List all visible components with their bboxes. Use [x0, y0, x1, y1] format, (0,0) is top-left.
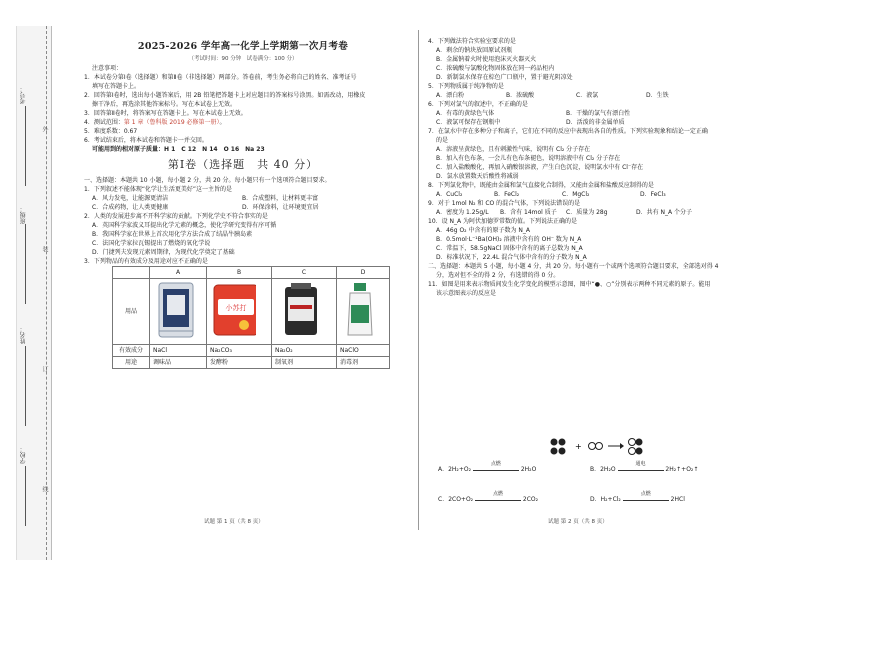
note-5: 5．难度系数：0.67	[84, 128, 138, 135]
q6-option-c[interactable]: C．液氯可保存在钢瓶中	[436, 119, 501, 126]
note-1a: 1．本试卷分第Ⅰ卷（选择题）和第Ⅱ卷（非选择题）两部分。答卷前，考生务必将自己的姓名、准考证号	[84, 74, 357, 81]
q6-option-b[interactable]: B．干燥的氯气有漂白性	[566, 110, 631, 117]
q11-stem-a: 11．如图是用来表示物质间发生化学变化的模型示意图，图中“●、○”分别表示两种不同元素的原子。能用	[428, 281, 711, 288]
note-3: 3．回答第Ⅱ卷时，将答案写在答题卡上。写在本试卷上无效。	[84, 110, 247, 117]
page-two-footer: 试题 第 2 页（共 8 页）	[548, 519, 608, 525]
q8-option-d[interactable]: D．FeCl₃	[640, 191, 666, 198]
q3-comp-b: Na₂CO₃	[207, 345, 272, 357]
q9-stem: 9．对于 1mol N₂ 和 CO 的混合气体，下列说法错误的是	[428, 200, 581, 207]
q3-col-d: D	[337, 267, 390, 279]
q4-option-c[interactable]: C．浓硫酸与氯酸化物固体放在同一药品柜内	[436, 65, 555, 72]
q6-option-d[interactable]: D．活泼的非金属单质	[566, 119, 625, 126]
class-field-label: 班级：	[20, 206, 27, 224]
q3-comp-a: NaCl	[150, 345, 207, 357]
q11-option-c[interactable]: C．2CO+O₂ 点燃 2CO₂	[438, 491, 539, 503]
q11-option-d[interactable]: D．H₂+Cl₂ 点燃 2HCl	[590, 491, 685, 503]
section-one-title: 第Ⅰ卷（选择题 共 40 分）	[167, 158, 319, 171]
exam-title: 2025-2026 学年高一化学上学期第一次月考卷	[137, 41, 349, 52]
q3-table	[112, 266, 390, 369]
q7-option-b[interactable]: B．加入有色布条，一会儿有色布条褪色，说明溶液中有 Cl₂ 分子存在	[436, 155, 621, 162]
atom-black	[559, 439, 566, 446]
q3-use-b: 发酵粉	[207, 357, 272, 369]
q2-option-d[interactable]: D．门捷列夫发现元素周期律，为现代化学奠定了基础	[92, 249, 235, 256]
note-2b: 擦干净后，再选涂其他答案标号。写在本试卷上无效。	[92, 101, 237, 108]
atom-black	[559, 448, 566, 455]
note-6: 6．考试结束后，将本试卷和答题卡一并交回。	[84, 137, 208, 144]
q6-stem: 6．下列对氯气的叙述中，不正确的是	[428, 101, 528, 108]
atom-white	[629, 448, 636, 455]
q4-option-b[interactable]: B．金属钠着火时使用泡沫灭火器灭火	[436, 56, 537, 63]
page-two	[428, 37, 758, 298]
q3-row-item-label: 用品	[113, 279, 150, 345]
notes-heading: 注意事项：	[92, 65, 123, 72]
q1-option-b[interactable]: B．合成塑料，让材料更丰富	[242, 195, 319, 202]
q3-col-c: C	[272, 267, 337, 279]
atom-black	[636, 448, 643, 455]
q9-options	[428, 208, 758, 217]
section-two-intro-b: 分，选对但不全的得 2 分，有选错的得 0 分。	[436, 272, 560, 279]
q3-comp-c: Na₂O₂	[272, 345, 337, 357]
q2-option-c[interactable]: C．法国化学家拉瓦锡提出了燃烧的氧化学说	[92, 240, 211, 247]
note-2a: 2．回答第Ⅰ卷时，选出每小题答案后，用 2B 铅笔把答题卡上对应题目的答案标号涂黑。如需改动，用橡皮	[84, 92, 366, 99]
q5-option-a[interactable]: A．漂白粉	[436, 92, 465, 99]
cut-dashed-line	[46, 26, 47, 560]
q2-stem: 2．人类的发展进步离不开科学家的贡献。下列化学史不符合事实的是	[84, 213, 268, 220]
q10-option-d[interactable]: D．标准状况下，22.4L 混合气体中含有的分子数为 N_A	[436, 254, 587, 261]
q8-options	[428, 190, 758, 199]
q1-option-a[interactable]: A．风力发电，让能源更清洁	[92, 195, 169, 202]
q3-row-comp-label: 有效成分	[113, 345, 150, 357]
q8-option-b[interactable]: B．FeCl₂	[494, 191, 520, 198]
page-divider	[418, 30, 419, 530]
atom-white	[589, 443, 596, 450]
q6-options-row2	[428, 118, 758, 127]
school-field-line[interactable]	[25, 466, 26, 526]
page-one	[84, 30, 402, 369]
q10-option-c[interactable]: C．常温下，58.5gNaCl 固体中含有的离子总数为 N_A	[436, 245, 583, 252]
atom-white	[596, 443, 603, 450]
q3-col-a: A	[150, 267, 207, 279]
q5-option-d[interactable]: D．生铁	[646, 92, 669, 99]
q4-option-a[interactable]: A．剩余的钠块放回原试剂瓶	[436, 47, 513, 54]
binding-strip	[16, 26, 52, 560]
note-1b: 填写在答题卡上。	[92, 83, 141, 90]
q1-options-row1	[84, 194, 402, 203]
baking-soda-label: 小苏打	[225, 304, 247, 312]
salt-bag-image	[153, 281, 199, 339]
name-field-line[interactable]	[25, 346, 26, 426]
q3-use-c: 制氧剂	[272, 357, 337, 369]
q7-stem-b: 的是	[436, 137, 449, 144]
atom-black	[551, 448, 558, 455]
q7-option-c[interactable]: C．加入盐酸酸化，再加入硝酸银溶液，产生白色沉淀，说明氯水中有 Cl⁻存在	[436, 164, 644, 171]
section-one-intro: 一、选择题：本题共 10 小题，每小题 2 分，共 20 分。每小题只有一个选项符合题目要求。	[84, 177, 331, 184]
q1-options-row2	[84, 203, 402, 212]
q11-molecule-diagram	[548, 436, 668, 458]
page-one-footer: 试题 第 1 页（共 8 页）	[204, 519, 264, 525]
q1-option-d[interactable]: D．环保涂料，让环境更宜居	[242, 204, 319, 211]
q6-option-a[interactable]: A．有毒的黄绿色气体	[436, 110, 495, 117]
plus-sign: +	[575, 442, 582, 451]
q11-stem-b: 该示意图表示的反应是	[436, 290, 497, 297]
q10-stem: 10．设 N_A 为阿伏加德罗常数的值。下列说法正确的是	[428, 218, 578, 225]
atom-white	[629, 439, 636, 446]
q3-use-d: 消毒剂	[337, 357, 390, 369]
q3-comp-d: NaClO	[337, 345, 390, 357]
atomic-masses: 可能用到的相对原子质量：H 1 C 12 N 14 O 16 Na 23	[92, 146, 265, 153]
school-field-label: 学校：	[20, 446, 27, 464]
atom-black	[636, 439, 643, 446]
chemical-bottle-image	[275, 281, 321, 339]
q11-option-a[interactable]: A．2H₂+O₂ 点燃 2H₂O	[438, 461, 537, 473]
q3-item-a	[150, 279, 207, 345]
q9-option-d[interactable]: D．共有 N_A 个分子	[636, 209, 693, 216]
q10-option-b[interactable]: B．0.5mol·L⁻¹Ba(OH)₂ 溶液中含有的 OH⁻ 数为 N_A	[436, 236, 582, 243]
q5-option-b[interactable]: B．浓硫酸	[506, 92, 535, 99]
note-4: 4．测试范围：第 1 章（鲁科版 2019 必修第一册）。	[84, 119, 226, 126]
name-field-label: 姓名：	[20, 326, 27, 344]
q5-options	[428, 91, 758, 100]
q4-option-d[interactable]: D．新制氯水保存在棕色广口瓶中，置于避光阴凉处	[436, 74, 573, 81]
q8-option-c[interactable]: C．MgCl₂	[562, 191, 590, 198]
exam-subtitle: （考试时间：90 分钟 试卷满分：100 分）	[188, 56, 298, 62]
q7-stem-a: 7．在氯水中存在多种分子和离子，它们在不同的反应中表现出各自的性质。下列实验现象和结论一定正确	[428, 128, 708, 135]
cut-mark-line: 订	[41, 366, 48, 372]
q8-stem: 8．下列氯化物中，既能由金属和氯气直接化合制得，又能由金属和盐酸反应制得的是	[428, 182, 654, 189]
q1-option-c[interactable]: C．合成药物，让人类更健康	[92, 204, 169, 211]
cut-mark-end: 线	[41, 486, 48, 492]
q4-stem: 4．下列做法符合实验室要求的是	[428, 38, 516, 45]
q3-stem: 3．下列物品的有效成分及用途对应不正确的是	[84, 258, 208, 265]
number-field-line[interactable]	[25, 106, 26, 186]
q5-option-c[interactable]: C．液氯	[576, 92, 599, 99]
q3-item-d	[337, 279, 390, 345]
q9-option-c[interactable]: C．质量为 28g	[566, 209, 608, 216]
q3-col-b: B	[207, 267, 272, 279]
q6-options-row1	[428, 109, 758, 118]
cut-mark-outer: 外	[41, 126, 48, 132]
q10-option-a[interactable]: A．46g O₂ 中含有的原子数为 N_A	[436, 227, 530, 234]
cut-mark-inner: 装	[41, 246, 48, 252]
section-two-intro-a: 二、选择题：本题共 5 小题，每小题 4 分，共 20 分。每小题有一个或两个选项符合题目要求，全部选对得 4	[428, 263, 719, 270]
q3-use-a: 调味品	[150, 357, 207, 369]
q9-option-b[interactable]: B．含有 14mol 质子	[500, 209, 557, 216]
q11-option-b[interactable]: B．2H₂O 通电 2H₂↑+O₂↑	[590, 461, 699, 473]
q2-option-b[interactable]: B．我国科学家在世界上首次用化学方法合成了结晶牛胰岛素	[92, 231, 253, 238]
q3-item-c	[272, 279, 337, 345]
bleach-bottle-image	[340, 281, 386, 339]
q7-option-d[interactable]: D．氯水放置数天后酸性将减弱	[436, 173, 519, 180]
q9-option-a[interactable]: A．密度为 1.25g/L	[436, 209, 489, 216]
q3-row-use-label: 用途	[113, 357, 150, 369]
q7-option-a[interactable]: A．溶液呈黄绿色，且有刺激性气味，说明有 Cl₂ 分子存在	[436, 146, 591, 153]
baking-soda-bag-image	[210, 281, 256, 339]
test-scope: 第 1 章（鲁科版 2019 必修第一册）	[123, 119, 220, 126]
q3-item-b	[207, 279, 272, 345]
class-field-line[interactable]	[25, 224, 26, 304]
q5-stem: 5．下列物质属于纯净物的是	[428, 83, 504, 90]
arrow-head-icon	[620, 443, 624, 449]
q2-option-a[interactable]: A．英国科学家波义耳提出化学元素的概念，使化学研究变得有序可循	[92, 222, 277, 229]
q8-option-a[interactable]: A．CuCl₂	[436, 191, 463, 198]
q1-stem: 1．下列叙述不能体现“化学让生活更美好”这一主旨的是	[84, 186, 233, 193]
atom-black	[551, 439, 558, 446]
number-field-label: 考号：	[20, 86, 27, 104]
